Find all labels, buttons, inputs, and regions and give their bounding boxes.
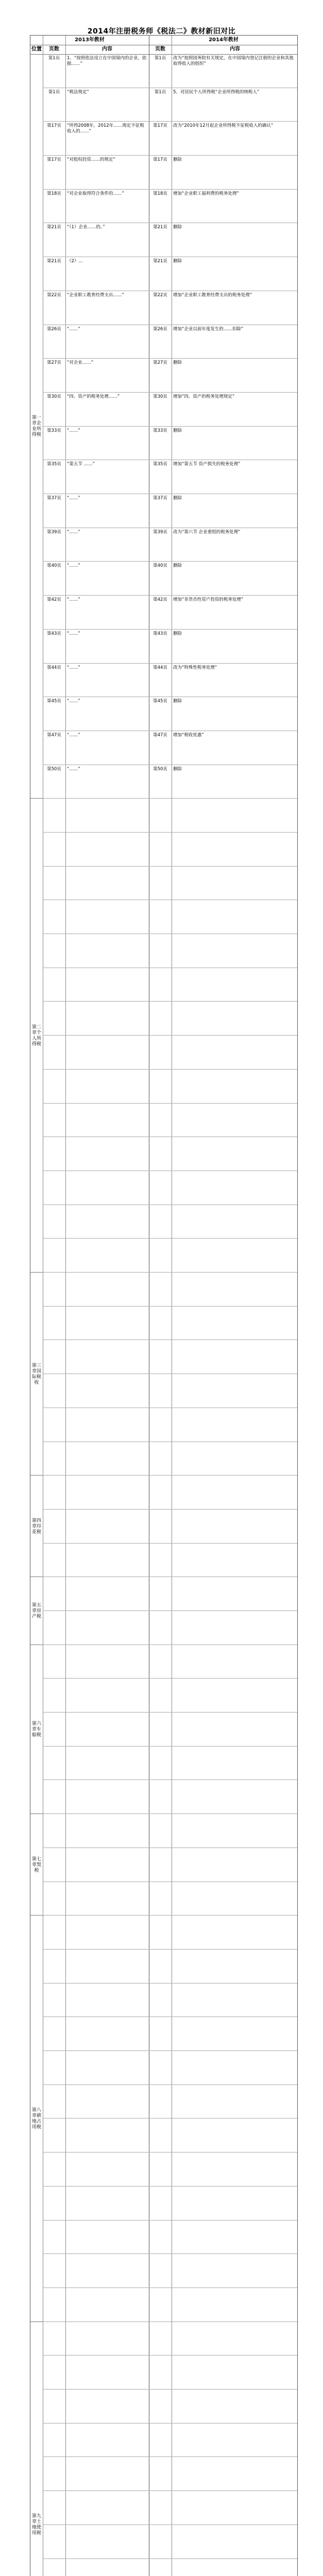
new-page: 第17页 (153, 157, 167, 163)
new-page: 第1页 (154, 56, 166, 61)
new-page: 第17页 (153, 123, 167, 129)
old-page: 第35页 (47, 462, 61, 467)
new-page: 第33页 (153, 428, 167, 433)
chapter-label: 第一章企业所得税 (30, 54, 43, 799)
table-row (43, 54, 297, 88)
new-content: 增加“第五节 资产损失的税务处理” (173, 462, 241, 467)
header-years (30, 36, 297, 45)
old-content: “税法规定” (67, 89, 89, 95)
table-row (43, 1577, 297, 1611)
header-columns (30, 45, 297, 55)
table-row (43, 731, 297, 765)
new-page: 第40页 (153, 563, 167, 569)
old-content: “……” (67, 665, 80, 670)
chapter-label: 第七章契税 (30, 1814, 43, 1916)
table-row (43, 1036, 297, 1070)
table-row (43, 1340, 297, 1374)
table-row (43, 427, 297, 461)
old-content: “第五节 ……” (67, 462, 95, 467)
new-content: 5、对居民个人所得税“企业所得税的纳税人” (173, 89, 260, 95)
old-page: 第42页 (47, 597, 61, 603)
table-row (43, 1544, 297, 1578)
old-content: “对企业取得符合条件的……” (67, 191, 124, 196)
table-row (43, 2457, 297, 2491)
new-content: 增加“非货币性资产投资的税务处理” (173, 597, 244, 603)
old-content: “……” (67, 766, 80, 772)
new-content: 增加“企业以前年度发生的……扣除” (173, 326, 244, 332)
table-row (43, 2153, 297, 2187)
old-page: 第1页 (48, 56, 60, 61)
table-row (43, 2288, 297, 2322)
new-content: 删除 (173, 225, 182, 230)
table-row (43, 88, 297, 122)
old-content: 1、“按照依法设立在中国境内的企业，依据……” (67, 56, 147, 66)
table-row (43, 2119, 297, 2153)
table-row (43, 2187, 297, 2221)
new-content: 删除 (173, 631, 182, 636)
table-row (43, 765, 297, 799)
new-page: 第50页 (153, 766, 167, 772)
header-old-content: 内容 (102, 46, 112, 52)
table-row (43, 1070, 297, 1104)
table-row (43, 1476, 297, 1510)
table-row (43, 2424, 297, 2458)
old-page: 第18页 (47, 191, 61, 196)
old-page: 第37页 (47, 496, 61, 501)
table-row (43, 1104, 297, 1138)
new-content: 改为“特殊性税务处理” (173, 665, 217, 670)
new-page: 第26页 (153, 326, 167, 332)
chapter-label: 第八章耕地占用税 (30, 1916, 43, 2321)
old-page: 第30页 (47, 394, 61, 399)
header-new-page: 页数 (155, 46, 165, 52)
table-row (43, 2559, 297, 2576)
old-content: “（1）企业……的。” (67, 225, 105, 230)
new-content: 删除 (173, 259, 182, 264)
table-row (43, 596, 297, 630)
table-row (43, 1916, 297, 1950)
chapter-label: 第二章个人所得税 (30, 799, 43, 1273)
table-row (43, 1239, 297, 1273)
old-content: “对企业……” (67, 360, 94, 366)
chapter-label: 第九章土地使用税 (30, 2322, 43, 2576)
table-row (43, 528, 297, 562)
table-row (43, 2525, 297, 2559)
new-page: 第1页 (154, 89, 166, 95)
table-row (43, 291, 297, 325)
new-page: 第35页 (153, 462, 167, 467)
old-page: 第40页 (47, 563, 61, 569)
old-page: 第21页 (47, 259, 61, 264)
table-row (43, 2051, 297, 2085)
new-page: 第27页 (153, 360, 167, 366)
old-content: “……” (67, 326, 80, 332)
old-page: 第17页 (47, 123, 61, 129)
table-row (43, 1611, 297, 1645)
new-page: 第37页 (153, 496, 167, 501)
old-page: 第43页 (47, 631, 61, 636)
table-row (43, 325, 297, 359)
table-row (43, 1137, 297, 1171)
new-page: 第42页 (153, 597, 167, 603)
table-row (43, 867, 297, 901)
old-page: 第21页 (47, 225, 61, 230)
new-content: 增加“企业职工福利费的税务处理” (173, 191, 239, 196)
old-page: 第45页 (47, 699, 61, 704)
table-row (43, 934, 297, 968)
table-row (43, 190, 297, 224)
table-row (43, 257, 297, 291)
old-content: “……” (67, 699, 80, 704)
new-content: 增加“企业职工教育经费支出的税务处理” (173, 292, 252, 298)
new-page: 第30页 (153, 394, 167, 399)
table-row (43, 2254, 297, 2288)
table-row (43, 1747, 297, 1781)
old-content: （2）… (67, 259, 83, 264)
table-row (43, 1713, 297, 1747)
new-content: 改为“按照国务院有关规定，在中国境内登记注册的企业和其他取得收入的组织” (173, 56, 294, 66)
new-content: 删除 (173, 699, 182, 704)
table-row (43, 900, 297, 934)
old-page: 第50页 (47, 766, 61, 772)
header-new-year: 2014年教材 (209, 37, 239, 43)
header-old-year: 2013年教材 (75, 37, 105, 43)
old-page: 第39页 (47, 529, 61, 535)
table-row (43, 630, 297, 664)
new-page: 第47页 (153, 732, 167, 738)
table-row (43, 359, 297, 393)
table-row (43, 968, 297, 1002)
old-content: “……” (67, 597, 80, 603)
table-row (43, 2491, 297, 2525)
old-page: 第44页 (47, 665, 61, 670)
old-content: “……” (67, 631, 80, 636)
new-page: 第43页 (153, 631, 167, 636)
header-pos: 位置 (31, 46, 42, 52)
table-row (43, 1442, 297, 1476)
table-row (43, 494, 297, 528)
new-content: 删除 (173, 360, 182, 366)
table-row (43, 1781, 297, 1815)
new-page: 第39页 (153, 529, 167, 535)
old-page: 第17页 (47, 157, 61, 163)
table-row (43, 1814, 297, 1848)
table-row (43, 1273, 297, 1307)
table-row (43, 2085, 297, 2119)
table-row (43, 2355, 297, 2389)
table-row (43, 1848, 297, 1882)
table-row (43, 223, 297, 257)
chapter-label: 第四章印花税 (30, 1476, 43, 1577)
new-content: 增加“税收优惠” (173, 732, 204, 738)
old-content: “对股权投资……的规定” (67, 157, 115, 163)
old-page: 第33页 (47, 428, 61, 433)
table-row (43, 1171, 297, 1205)
table-row (43, 1374, 297, 1408)
table-row (43, 122, 297, 156)
table-row (43, 2017, 297, 2051)
chapter-label: 第六章车船税 (30, 1645, 43, 1814)
table-row (43, 2322, 297, 2356)
new-page: 第18页 (153, 191, 167, 196)
new-content: 删除 (173, 428, 182, 433)
table-row (43, 1645, 297, 1679)
table-row (43, 833, 297, 867)
chapter-label: 第三章国际税收 (30, 1273, 43, 1476)
table-row (43, 1408, 297, 1442)
new-page: 第45页 (153, 699, 167, 704)
new-content: 改为“2010年12月起企业所得税不征税收入的确认” (173, 123, 274, 129)
new-content: 增加“四、资产的税务处理规定” (173, 394, 235, 399)
new-page: 第22页 (153, 292, 167, 298)
new-page: 第44页 (153, 665, 167, 670)
table-row (43, 1205, 297, 1239)
table-row (43, 562, 297, 596)
old-page: 第1页 (48, 89, 60, 95)
table-row (43, 460, 297, 494)
table-row (43, 1882, 297, 1916)
table-row (43, 156, 297, 190)
table-row (43, 1002, 297, 1036)
new-page: 第21页 (153, 259, 167, 264)
new-page: 第21页 (153, 225, 167, 230)
new-content: 删除 (173, 496, 182, 501)
new-content: 改为“第六节 企业重组的税务处理” (173, 529, 241, 535)
table-row (43, 2221, 297, 2255)
old-page: 第47页 (47, 732, 61, 738)
old-page: 第27页 (47, 360, 61, 366)
comparison-table (30, 35, 298, 2576)
old-page: 第22页 (47, 292, 61, 298)
new-content: 删除 (173, 563, 182, 569)
table-row (43, 393, 297, 427)
old-content: “企业职工教育经费支出……” (67, 292, 124, 298)
old-content: “……” (67, 428, 80, 433)
new-content: 删除 (173, 766, 182, 772)
old-content: “……” (67, 563, 80, 569)
old-page: 第26页 (47, 326, 61, 332)
table-row (43, 697, 297, 731)
header-old-page: 页数 (49, 46, 59, 52)
chapter-label: 第五章房产税 (30, 1577, 43, 1645)
table-row (43, 2389, 297, 2424)
header-new-content: 内容 (230, 46, 240, 52)
old-content: “所得2008年，2012年……规定不征税收入的……” (67, 123, 144, 134)
new-content: 删除 (173, 157, 182, 163)
table-row (43, 1984, 297, 2018)
table-row (43, 664, 297, 698)
old-content: “……” (67, 529, 80, 535)
table-row (43, 1950, 297, 1984)
old-content: “四、资产的税务处理……” (67, 394, 120, 399)
old-content: “……” (67, 732, 80, 738)
table-row (43, 1307, 297, 1341)
table-row (43, 799, 297, 833)
table-row (43, 1679, 297, 1713)
document-title: 2014年注册税务师《税法二》教材新旧对比 (87, 27, 236, 36)
table-row (43, 1510, 297, 1544)
old-content: “……” (67, 496, 80, 501)
